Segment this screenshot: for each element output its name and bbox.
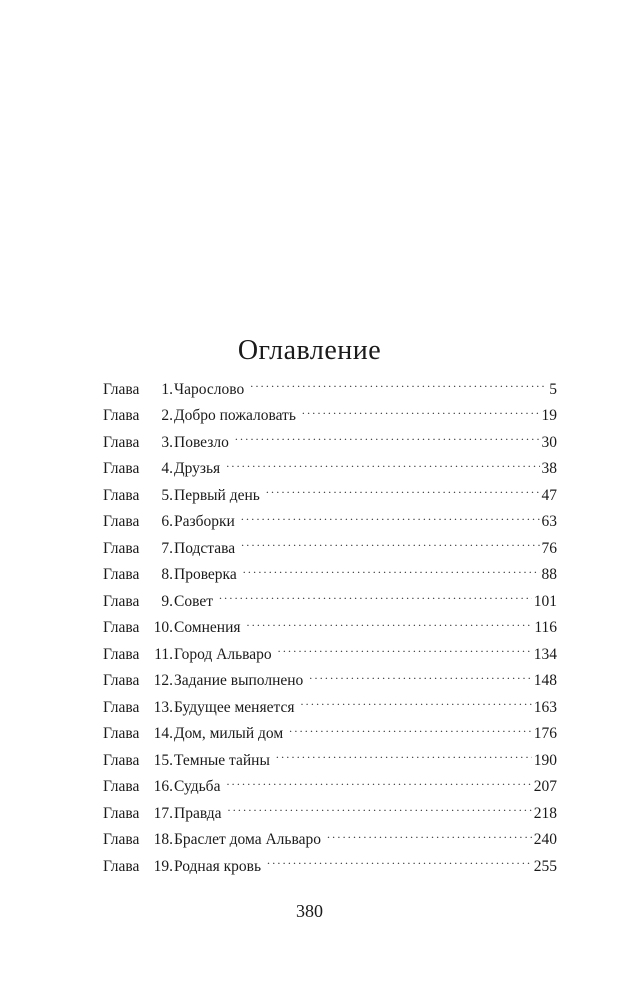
chapter-word: Глава [103,831,140,848]
dot-leader [241,511,540,527]
page-number: 5 [549,380,557,398]
chapter-number: 11. [154,645,173,663]
page-number: 148 [533,672,557,689]
dot-leader [327,829,532,845]
chapter-title: Браслет дома Альваро [174,831,321,848]
toc-entry [103,749,557,776]
chapter-title: Повезло [174,433,229,451]
chapter-title: Первый день [174,486,260,504]
chapter-word: Глава [103,778,140,795]
chapter-word: Глава [103,619,140,636]
chapter-title: Чарословo [174,380,245,398]
page-number: 218 [533,804,557,822]
page-title: Оглавление [237,334,382,366]
chapter-title: Друзья [174,460,221,477]
chapter-number: 4. [161,460,173,477]
dot-leader [289,723,532,739]
chapter-number: 6. [161,513,173,530]
toc-entry [103,405,557,432]
chapter-title: Город Альваро [174,645,272,663]
page-number: 47 [541,486,557,504]
page-number: 176 [533,725,557,742]
dot-leader [276,749,532,765]
dot-leader [302,405,540,421]
toc-entry [103,670,557,697]
chapter-word: Глава [103,433,140,451]
toc-entry [103,378,557,405]
toc-entry [103,431,557,458]
dot-leader [226,458,539,474]
chapter-title: Судьба [174,778,221,795]
page-number: 19 [541,407,557,424]
chapter-title: Дом, милый дом [174,725,284,742]
page-number: 134 [533,645,557,663]
page-number: 63 [541,513,557,530]
chapter-number: 17. [153,804,173,822]
chapter-word: Глава [103,804,140,822]
chapter-number: 19. [153,857,173,875]
chapter-title: Будущее меняется [174,698,295,716]
page-number: 240 [533,831,557,848]
chapter-word: Глава [103,725,140,742]
dot-leader [219,590,532,606]
chapter-title: Темные тайны [174,751,270,769]
chapter-title: Совет [174,592,213,610]
chapter-word: Глава [103,672,140,689]
chapter-title: Добро пожаловать [174,407,296,424]
chapter-number: 12. [153,672,173,689]
dot-leader [266,484,540,500]
page-number: 88 [541,566,557,583]
chapter-number: 14. [153,725,173,742]
chapter-number: 9. [161,592,173,610]
toc-entry [103,484,557,511]
dot-leader [309,670,531,686]
dot-leader [243,564,540,580]
chapter-number: 18. [153,831,173,848]
toc-entry [103,511,557,538]
chapter-word: Глава [103,645,140,663]
dot-leader [250,378,545,394]
toc-entry [103,643,557,670]
chapter-number: 3. [161,433,173,451]
chapter-number: 1. [161,380,173,398]
chapter-number: 5. [161,486,173,504]
dot-leader [235,431,540,447]
toc-entry [103,776,557,803]
chapter-number: 10. [153,619,173,636]
chapter-number: 8. [161,566,173,583]
chapter-number: 2. [161,407,173,424]
page-number: 30 [541,433,557,451]
toc-entry [103,829,557,856]
chapter-word: Глава [103,857,140,875]
dot-leader [267,855,532,871]
page-number: 76 [541,539,557,557]
toc-entry [103,590,557,617]
dot-leader [226,776,531,792]
toc-entry [103,696,557,723]
page-folio-number: 380 [296,901,323,921]
chapter-word: Глава [103,592,140,610]
page-number: 163 [533,698,557,716]
page-number: 101 [533,592,557,610]
chapter-word: Глава [103,698,140,716]
toc-entry [103,723,557,750]
chapter-word: Глава [103,539,140,557]
chapter-number: 16. [153,778,173,795]
toc-entry [103,537,557,564]
chapter-word: Глава [103,380,140,398]
chapter-title: Правда [174,804,222,822]
chapter-word: Глава [103,513,140,530]
toc-entry [103,802,557,829]
chapter-title: Подстава [174,539,236,557]
chapter-word: Глава [103,566,140,583]
chapter-title: Родная кровь [174,857,262,875]
table-of-contents [103,378,557,882]
chapter-word: Глава [103,751,140,769]
chapter-title: Задание выполнено [174,672,304,689]
chapter-word: Глава [103,460,140,477]
dot-leader [278,643,532,659]
page-number: 38 [541,460,557,477]
page-number: 190 [533,751,557,769]
toc-entry [103,617,557,644]
chapter-title: Сомнения [174,619,241,636]
chapter-title: Проверка [174,566,237,583]
chapter-number: 7. [161,539,173,557]
chapter-word: Глава [103,407,140,424]
dot-leader [228,802,532,818]
chapter-title: Разборки [174,513,235,530]
page-number: 116 [534,619,557,636]
dot-leader [300,696,531,712]
toc-entry [103,564,557,591]
page-number: 255 [533,857,557,875]
dot-leader [241,537,539,553]
dot-leader [247,617,533,633]
toc-entry [103,458,557,485]
chapter-number: 13. [153,698,173,716]
toc-entry [103,855,557,882]
chapter-number: 15. [153,751,173,769]
page-number: 207 [533,778,557,795]
chapter-word: Глава [103,486,140,504]
